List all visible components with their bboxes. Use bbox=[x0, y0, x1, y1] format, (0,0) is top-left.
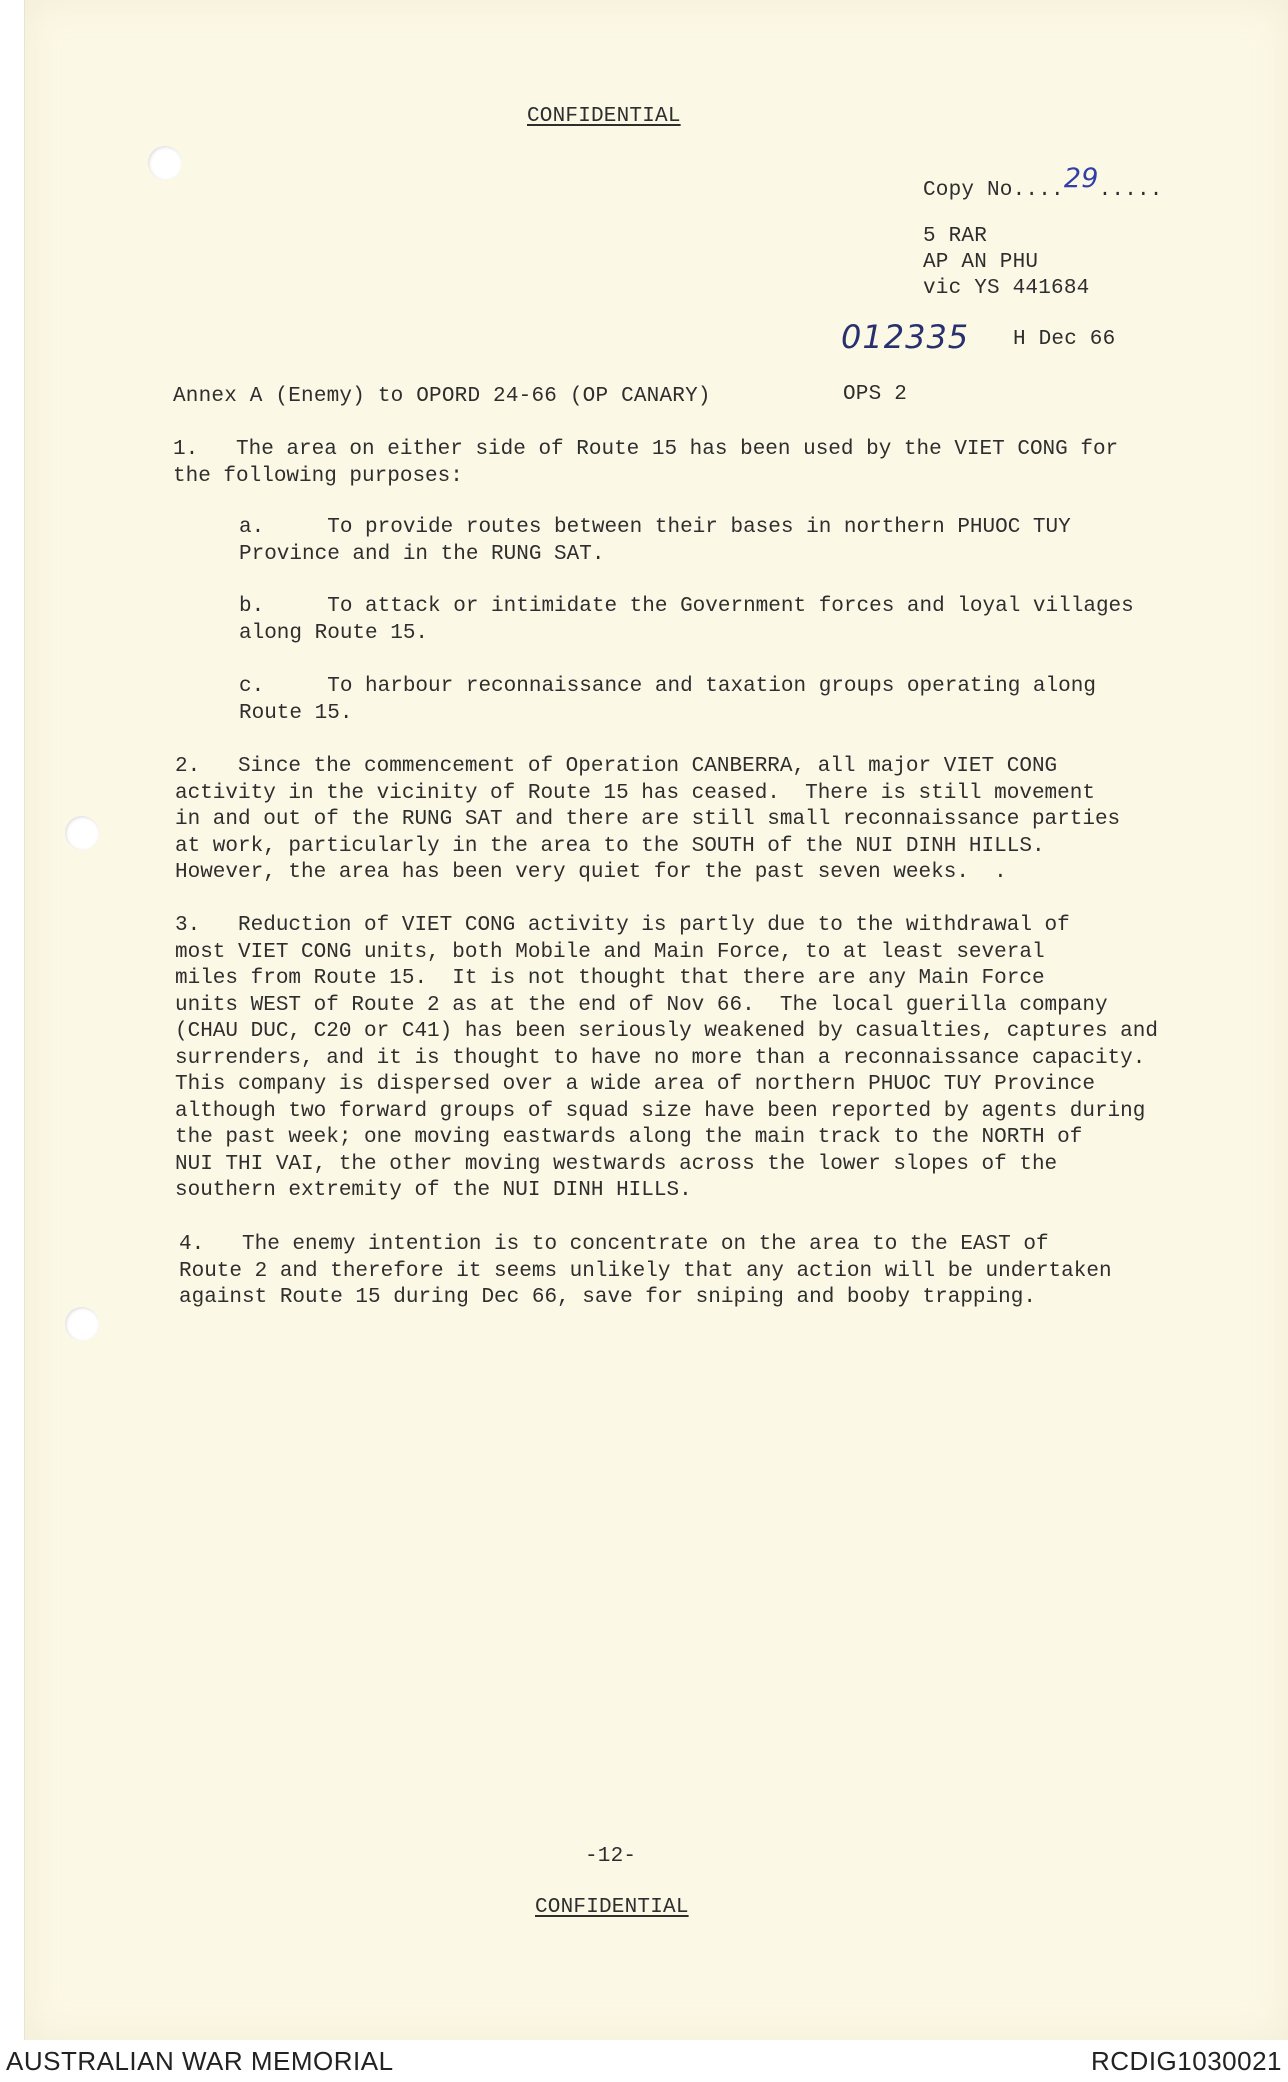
para-4-line: against Route 15 during Dec 66, save for sniping and booby trapping. bbox=[179, 1286, 1036, 1309]
para-2-line: However, the area has been very quiet for the past seven weeks. . bbox=[175, 861, 1007, 884]
subparagraph-b bbox=[239, 594, 1134, 647]
subparagraph-a bbox=[239, 515, 1071, 568]
paragraph-2 bbox=[175, 754, 1120, 887]
para-3-line: 3. Reduction of VIET CONG activity is partly due to the withdrawal of bbox=[175, 914, 1070, 937]
dtg-typed: H Dec 66 bbox=[1013, 328, 1116, 351]
sub-b-line: along Route 15. bbox=[239, 621, 429, 645]
para-3-line: southern extremity of the NUI DINH HILLS. bbox=[175, 1179, 692, 1202]
para-1-line: 1. The area on either side of Route 15 has been used by the VIET CONG for bbox=[173, 438, 1119, 461]
unit-location: AP AN PHU bbox=[923, 251, 1039, 274]
paragraph-1 bbox=[173, 437, 1118, 490]
dtg-handwritten: 012335 bbox=[841, 318, 970, 356]
copy-trail: ..... bbox=[1098, 179, 1163, 202]
para-2-line: activity in the vicinity of Route 15 has ceased. There is still movement bbox=[175, 781, 1095, 805]
archive-record-id: RCDIG1030021 bbox=[1091, 2046, 1282, 2076]
sub-c-line: Route 15. bbox=[239, 701, 353, 725]
classification-top: CONFIDENTIAL bbox=[527, 105, 681, 128]
para-3-line: most VIET CONG units, both Mobile and Main Force, to at least several bbox=[175, 940, 1045, 964]
punch-hole-bottom bbox=[65, 1307, 99, 1341]
paragraph-4 bbox=[179, 1232, 1112, 1312]
copy-number-handwritten: 29 bbox=[1063, 163, 1099, 194]
unit-designation: 5 RAR bbox=[923, 225, 988, 248]
para-3-line: surrenders, and it is thought to have no more than a reconnaissance capacity. bbox=[175, 1046, 1146, 1070]
para-3-line: This company is dispersed over a wide area of northern PHUOC TUY Province bbox=[175, 1073, 1095, 1096]
paragraph-3 bbox=[175, 913, 1158, 1205]
copy-number-line bbox=[923, 163, 1163, 202]
copy-label: Copy No.... bbox=[923, 179, 1064, 202]
document-page bbox=[24, 0, 1288, 2040]
page-number: -12- bbox=[585, 1845, 637, 1868]
punch-hole-middle bbox=[65, 816, 99, 850]
para-2-line: in and out of the RUNG SAT and there are still small reconnaissance parties bbox=[175, 808, 1121, 831]
punch-hole-top bbox=[148, 146, 182, 180]
classification-bottom: CONFIDENTIAL bbox=[535, 1896, 689, 1919]
para-4-line: 4. The enemy intention is to concentrate on the area to the EAST of bbox=[179, 1233, 1049, 1256]
para-3-line: (CHAU DUC, C20 or C41) has been seriously weakened by casualties, captures and bbox=[175, 1020, 1158, 1043]
para-2-line: 2. Since the commencement of Operation CANBERRA, all major VIET CONG bbox=[175, 755, 1058, 778]
grid-reference: vic YS 441684 bbox=[923, 277, 1090, 300]
ops-reference: OPS 2 bbox=[843, 383, 908, 406]
para-4-line: Route 2 and therefore it seems unlikely that any action will be undertaken bbox=[179, 1259, 1112, 1283]
para-3-line: miles from Route 15. It is not thought that there are any Main Force bbox=[175, 967, 1045, 990]
sub-a-line: Province and in the RUNG SAT. bbox=[239, 542, 605, 566]
sub-b-line: b. To attack or intimidate the Government forces and loyal villages bbox=[239, 595, 1134, 618]
para-3-line: units WEST of Route 2 as at the end of Nov 66. The local guerilla company bbox=[175, 993, 1108, 1017]
subparagraph-c bbox=[239, 674, 1096, 727]
archive-credit: AUSTRALIAN WAR MEMORIAL bbox=[6, 2046, 394, 2076]
sub-a-line: a. To provide routes between their bases in northern PHUOC TUY bbox=[239, 516, 1071, 539]
para-3-line: the past week; one moving eastwards along the main track to the NORTH of bbox=[175, 1126, 1083, 1149]
para-3-line: although two forward groups of squad size have been reported by agents during bbox=[175, 1099, 1146, 1123]
sub-c-line: c. To harbour reconnaissance and taxation groups operating along bbox=[239, 675, 1096, 698]
para-2-line: at work, particularly in the area to the SOUTH of the NUI DINH HILLS. bbox=[175, 834, 1045, 858]
para-3-line: NUI THI VAI, the other moving westwards across the lower slopes of the bbox=[175, 1152, 1058, 1176]
para-1-line: the following purposes: bbox=[173, 464, 463, 488]
annex-title: Annex A (Enemy) to OPORD 24-66 (OP CANARY) bbox=[173, 385, 711, 408]
